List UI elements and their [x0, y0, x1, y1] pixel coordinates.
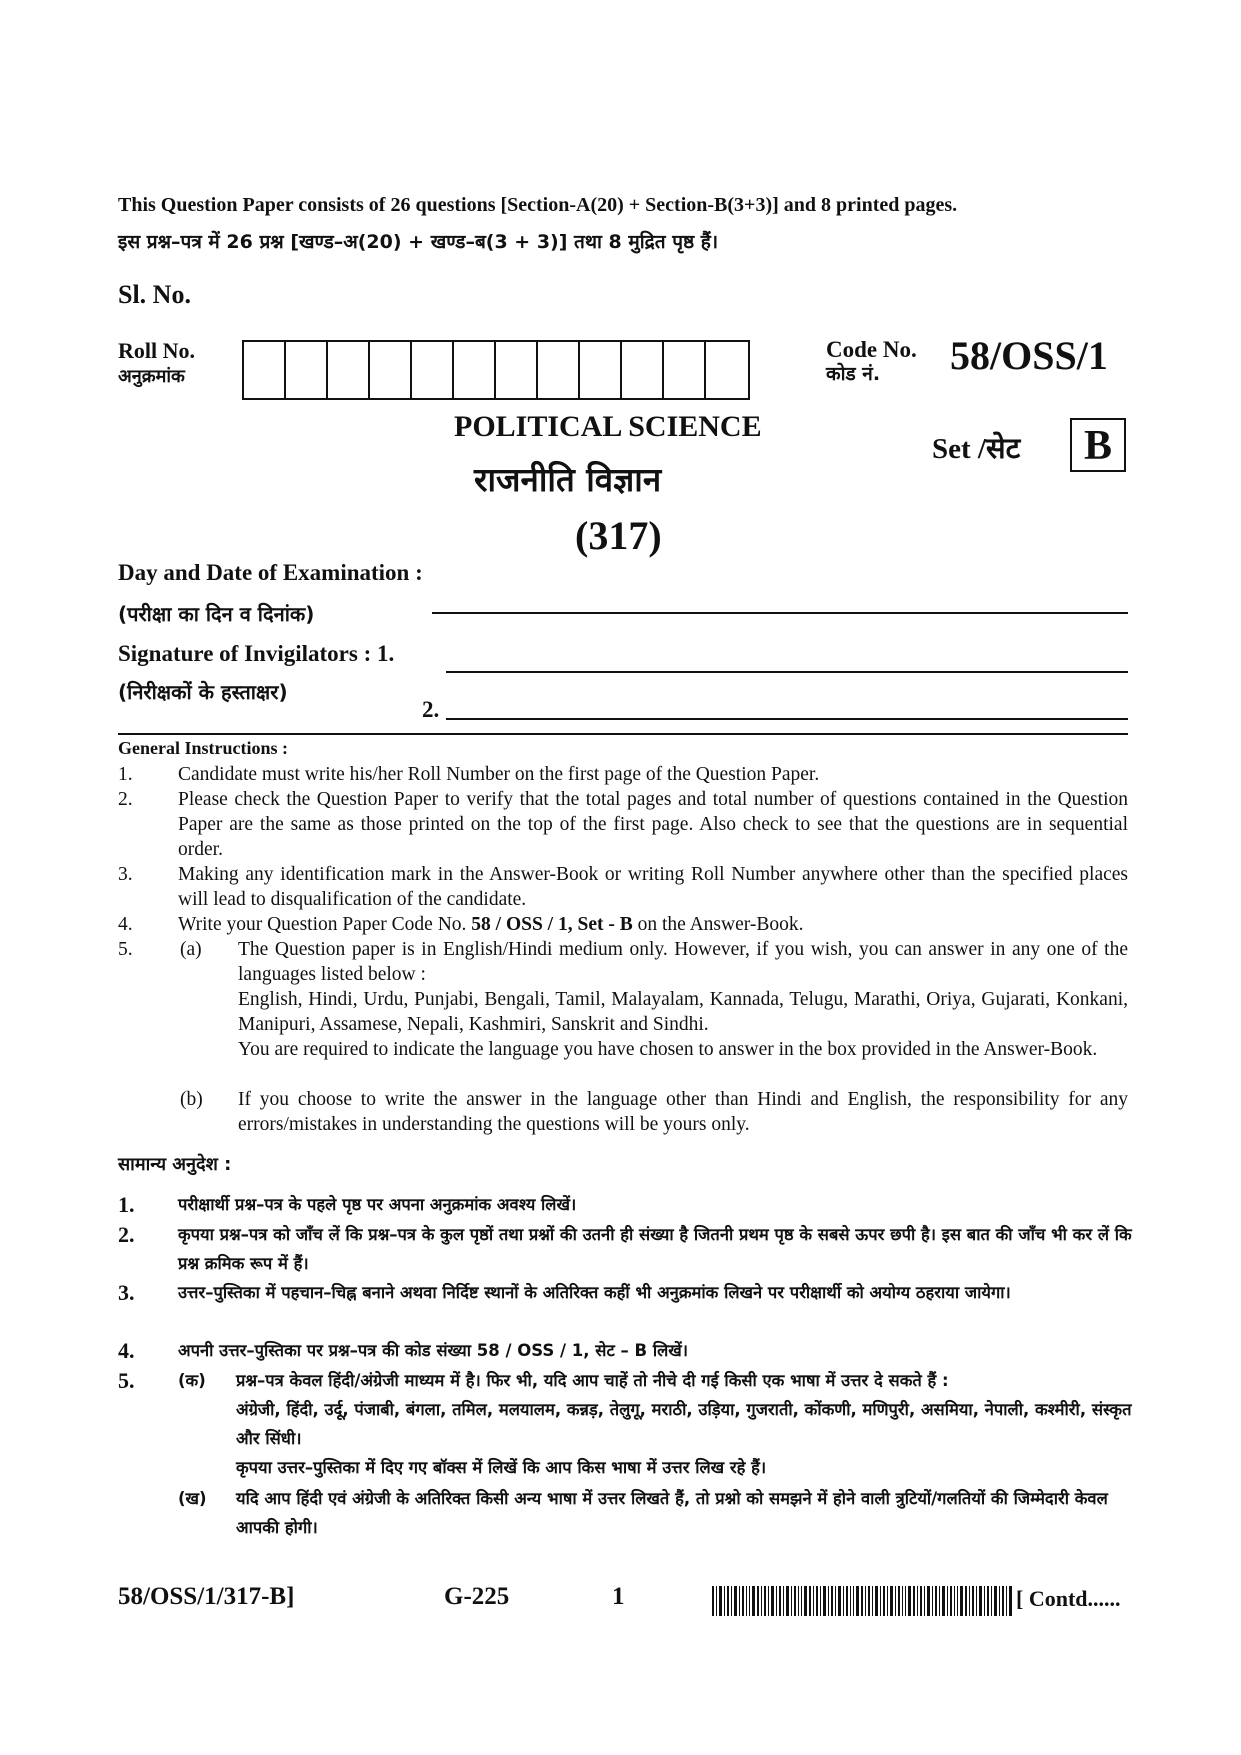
serial-number-label: Sl. No. [118, 280, 191, 309]
instruction-text-part: on the Answer-Book. [632, 914, 804, 935]
instruction-number: 2. [118, 789, 133, 810]
exam-date-label-hi: (परीक्षा का दिन व दिनांक) [118, 602, 315, 626]
code-label-hi: कोड नं. [826, 363, 881, 385]
roll-cell[interactable] [370, 342, 412, 398]
instruction-number: 1. [118, 764, 133, 785]
sub-item-text: The Question paper is in English/Hindi medium only. However, if you wish, you can answer in any one of the languages listed below : [238, 939, 1128, 985]
instruction-text: उत्तर–पुस्तिका में पहचान–चिह्न बनाने अथवा निर्दिष्ट स्थानों के अतिरिक्त कहीं भी अनुक्रमांक लिखने पर परीक्षार्थी को अयोग्य ठहराया जायेगा। [178, 1283, 1011, 1302]
roll-cell[interactable] [328, 342, 370, 398]
instruction-number: 4. [118, 914, 133, 935]
instruction-number: 5. [118, 939, 133, 960]
barcode-icon [712, 1586, 1012, 1616]
roll-number-boxes[interactable] [242, 340, 750, 400]
general-instructions-title: General Instructions : [118, 738, 288, 758]
roll-cell[interactable] [706, 342, 748, 398]
instruction-number: 1. [118, 1192, 135, 1217]
set-label: Set /सेट [932, 433, 1021, 465]
hindi-instructions-title: सामान्य अनुदेश : [118, 1154, 232, 1175]
set-value-box: B [1070, 418, 1126, 472]
roll-cell[interactable] [622, 342, 664, 398]
subject-title-en: POLITICAL SCIENCE [454, 410, 762, 443]
roll-cell[interactable] [496, 342, 538, 398]
instruction-text [178, 912, 1128, 937]
sub-item-text: If you choose to write the answer in the language other than Hindi and English, the responsibility for any errors/mistakes in understanding the questions will be yours only. [238, 1089, 1128, 1135]
code-number-value: 58/OSS/1 [950, 333, 1108, 378]
exam-date-line[interactable] [432, 612, 1128, 614]
instruction-number: 4. [118, 1338, 135, 1363]
exam-date-label-en: Day and Date of Examination : [118, 560, 423, 585]
roll-label-hi: अनुक्रमांक [118, 366, 185, 387]
instruction-text: कृपया प्रश्न–पत्र को जाँच लें कि प्रश्न–पत्र के कुल पृष्ठों तथा प्रश्नों की उतनी ही संख्या है जितनी प्रथम पृष्ठ के सबसे ऊपर छपी है। इस बात की जाँच भी कर लें कि प्रश्न क्रमिक रूप में हैं। [178, 1225, 1132, 1273]
instruction-number: 5. [118, 1368, 135, 1393]
footer-paper-code: 58/OSS/1/317-B] [118, 1583, 295, 1610]
instruction-text: Candidate must write his/her Roll Number on the first page of the Question Paper. [178, 764, 820, 785]
instruction-number: 3. [118, 1280, 135, 1305]
instruction-text: Making any identification mark in the Answer-Book or writing Roll Number anywhere other than the specified places will lead to disqualification of the candidate. [178, 864, 1128, 910]
sub-item-label: (क) [178, 1371, 206, 1390]
roll-label-en: Roll No. [118, 338, 195, 363]
roll-cell[interactable] [286, 342, 328, 398]
signature-line-1[interactable] [446, 671, 1128, 673]
section-divider [118, 733, 1128, 735]
signature-number-2: 2. [422, 697, 440, 722]
subject-code: (317) [575, 513, 662, 558]
roll-number-label [118, 338, 195, 390]
sub-item-label: (a) [180, 939, 202, 960]
roll-cell[interactable] [664, 342, 706, 398]
instruction-code-bold: 58 / OSS / 1, Set - B [471, 914, 633, 935]
hindi-instructions-list [118, 1190, 1132, 1560]
roll-cell[interactable] [412, 342, 454, 398]
paper-summary-hi: इस प्रश्न–पत्र में 26 प्रश्न [खण्ड–अ(20) + खण्ड–ब(3 + 3)] तथा 8 मुद्रित पृष्ठ हैं। [118, 231, 719, 253]
invigilator-signature-label [118, 641, 394, 667]
sub-item-label: (ख) [178, 1489, 207, 1508]
signature-label-hi: (निरीक्षकों के हस्ताक्षर) [118, 680, 288, 704]
code-number-label [826, 338, 917, 386]
roll-cell[interactable] [580, 342, 622, 398]
sub-item-text: कृपया उत्तर–पुस्तिका में दिए गए बॉक्स में लिखें कि आप किस भाषा में उत्तर लिख रहे हैं। [236, 1458, 767, 1477]
instruction-number: 3. [118, 864, 133, 885]
instruction-text: Please check the Question Paper to verify that the total pages and total number of questions contained in the Question Paper are the same as those printed on the top of the first page. Also check to see that the questions are in sequential order. [178, 789, 1128, 860]
instruction-text: परीक्षार्थी प्रश्न–पत्र के पहले पृष्ठ पर अपना अनुक्रमांक अवश्य लिखें। [178, 1195, 577, 1214]
sub-item-text: प्रश्न–पत्र केवल हिंदी/अंग्रेजी माध्यम में है। फिर भी, यदि आप चाहें तो नीचे दी गई किसी एक भाषा में उत्तर दे सकते हैं : [236, 1371, 949, 1390]
signature-line-2[interactable] [446, 718, 1128, 720]
continued-label: [ Contd...... [1016, 1586, 1121, 1611]
roll-cell[interactable] [454, 342, 496, 398]
general-instructions-list [118, 762, 1128, 1142]
instruction-number: 2. [118, 1222, 135, 1247]
paper-summary-en: This Question Paper consists of 26 questions [Section-A(20) + Section-B(3+3)] and 8 printed pages. [118, 194, 958, 216]
languages-list: English, Hindi, Urdu, Punjabi, Bengali, Tamil, Malayalam, Kannada, Telugu, Marathi, Oriya, Gujarati, Konkani, Manipuri, Assamese, Nepali, Kashmiri, Sanskrit and Sindhi. [238, 989, 1128, 1035]
sub-item-text: यदि आप हिंदी एवं अंग्रेजी के अतिरिक्त किसी अन्य भाषा में उत्तर लिखते हैं, तो प्रश्नो को समझने में होने वाली त्रुटियों/गलतियों की जिम्मेदारी केवल आपकी होगी। [236, 1489, 1108, 1537]
signature-label-en: Signature of Invigilators : [118, 641, 372, 666]
roll-cell[interactable] [244, 342, 286, 398]
sub-item-label: (b) [180, 1089, 203, 1110]
instruction-text: अपनी उत्तर–पुस्तिका पर प्रश्न–पत्र की कोड संख्या 58 / OSS / 1, सेट – B लिखें। [178, 1341, 689, 1360]
subject-title-hi: राजनीति विज्ञान [474, 460, 662, 499]
roll-cell[interactable] [538, 342, 580, 398]
languages-list: अंग्रेजी, हिंदी, उर्दू, पंजाबी, बंगला, तमिल, मलयालम, कन्नड़, तेलुगू, मराठी, उड़िया, गुजराती, कोंकणी, मणिपुरी, असमिया, नेपाली, कश्मीरी, संस्कृत और सिंधी। [236, 1400, 1132, 1448]
code-label-en: Code No. [826, 337, 917, 362]
signature-number-1: 1. [376, 641, 395, 666]
footer-g-code: G-225 [444, 1583, 510, 1610]
sub-item-text: You are required to indicate the language you have chosen to answer in the box provided in the Answer-Book. [238, 1039, 1098, 1060]
page-number: 1 [612, 1583, 625, 1610]
instruction-text-part: Write your Question Paper Code No. [178, 914, 472, 935]
